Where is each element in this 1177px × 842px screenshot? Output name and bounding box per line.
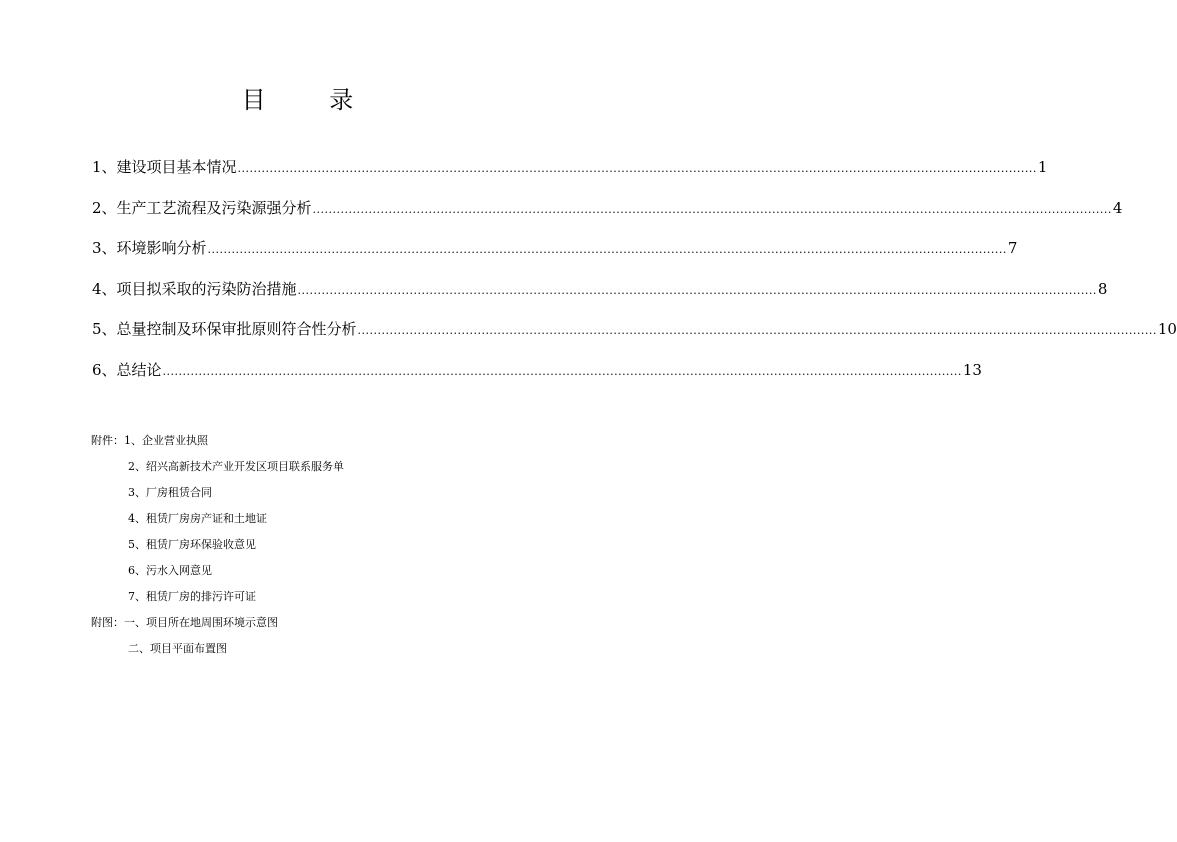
table-of-contents	[92, 154, 1177, 397]
attachment-item: 5、租赁厂房环保验收意见	[128, 538, 256, 551]
toc-entry-page: 8	[1097, 279, 1108, 298]
toc-leader-dots: ........................................................................................................................................................................................................	[297, 283, 1097, 297]
attachment-item: 7、租赁厂房的排污许可证	[128, 590, 256, 603]
toc-entry[interactable]	[92, 357, 982, 397]
toc-entry[interactable]	[92, 235, 1018, 275]
attachment-item: 2、绍兴高新技术产业开发区项目联系服务单	[128, 460, 344, 473]
toc-entry[interactable]	[92, 316, 1177, 356]
toc-entry-label: 1、建设项目基本情况	[92, 158, 237, 176]
toc-entry-page: 10	[1157, 320, 1177, 339]
toc-entry[interactable]	[92, 195, 1123, 235]
page-title: 目 录	[241, 86, 382, 114]
toc-leader-dots: ........................................................................................................................................................................................................	[207, 243, 1007, 257]
attachment-item: 3、厂房租赁合同	[128, 486, 212, 499]
toc-entry-label: 2、生产工艺流程及污染源强分析	[92, 198, 312, 217]
attachment-first: 附件：1、企业营业执照	[91, 434, 208, 447]
toc-entry-label: 3、环境影响分析	[92, 239, 207, 258]
toc-entry-page: 13	[962, 360, 982, 379]
toc-entry-label: 5、总量控制及环保审批原则符合性分析	[92, 320, 357, 339]
toc-entry-label: 6、总结论	[92, 360, 162, 379]
attachment-item: 4、租赁厂房房产证和土地证	[128, 512, 267, 525]
attachment-item: 6、污水入网意见	[128, 564, 212, 577]
toc-entry[interactable]	[92, 276, 1108, 316]
toc-leader-dots: ........................................................................................................................................................................................................	[237, 162, 1037, 175]
figure-first: 附图：一、项目所在地周围环境示意图	[91, 616, 278, 629]
toc-leader-dots: ........................................................................................................................................................................................................	[357, 324, 1157, 338]
figure-item: 二、项目平面布置图	[128, 642, 227, 655]
attachments-list	[91, 428, 511, 662]
toc-entry-page: 4	[1112, 198, 1123, 217]
toc-entry-label: 4、项目拟采取的污染防治措施	[92, 279, 297, 298]
toc-entry-page: 1	[1037, 158, 1048, 176]
toc-entry[interactable]	[92, 154, 1048, 194]
toc-leader-dots: ........................................................................................................................................................................................................	[312, 202, 1112, 216]
toc-entry-page: 7	[1007, 239, 1018, 258]
toc-leader-dots: ........................................................................................................................................................................................................	[162, 364, 962, 378]
